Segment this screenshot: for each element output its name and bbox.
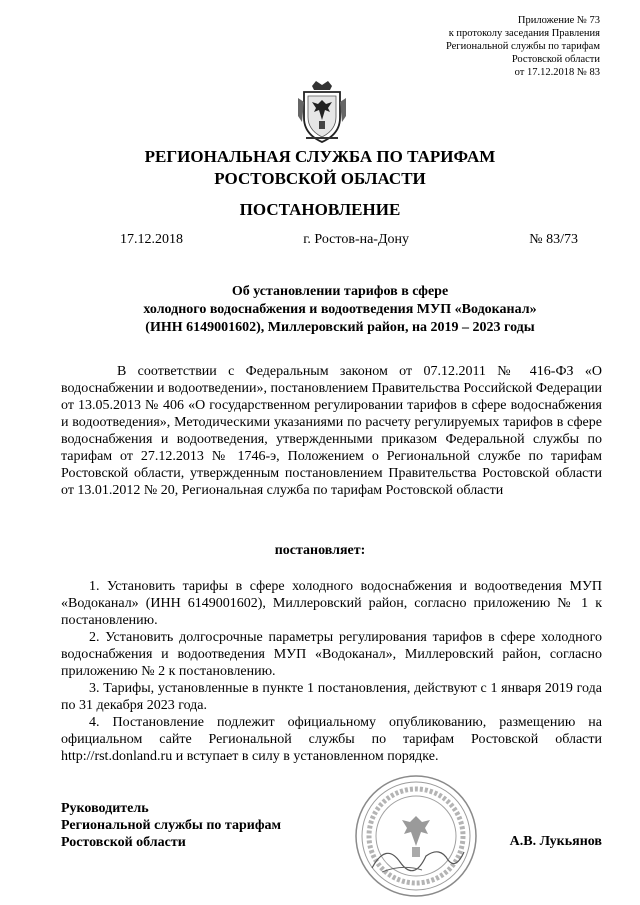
resolution-item: 4. Постановление подлежит официальному опубликованию, размещению на официальном сайте Региональной службы по тарифам Ростовской области http://rst.donland.ru и вступает в силу в установленном порядке. (61, 715, 602, 764)
appendix-line: к протоколу заседания Правления (448, 28, 600, 39)
resolution-items (61, 578, 602, 765)
document-meta (120, 232, 578, 248)
coat-of-arms-icon (296, 80, 348, 144)
signer-position (61, 800, 281, 851)
official-seal-icon (352, 772, 480, 900)
subject-line: Об установлении тарифов в сфере (231, 284, 449, 299)
decree-word: постановляет: (274, 543, 366, 558)
appendix-note (446, 14, 600, 79)
signer-position-line: Региональной службы по тарифам (61, 818, 282, 833)
subject-line: холодного водоснабжения и водоотведения МУП «Водоканал» (143, 302, 537, 317)
organization-title-line: РОСТОВСКОЙ ОБЛАСТИ (214, 169, 426, 188)
organization-title-line: РЕГИОНАЛЬНАЯ СЛУЖБА ПО ТАРИФАМ (144, 147, 496, 166)
resolution-item: 3. Тарифы, установленные в пункте 1 постановления, действуют с 1 января 2019 года по 31 декабря 2023 года. (61, 681, 602, 713)
resolution-item: 2. Установить долгосрочные параметры регулирования тарифов в сфере холодного водоснабжения и водоотведения МУП «Водоканал», Миллеровский район, согласно приложению № 2 к постановлению. (61, 630, 602, 679)
signer-position-line: Ростовской области (61, 835, 186, 850)
resolution-item: 1. Установить тарифы в сфере холодного водоснабжения и водоотведения МУП «Водоканал» (ИНН 6149001602), Миллеровский район, согласно приложению № 1 к постановлению. (61, 579, 602, 628)
subject-line: (ИНН 6149001602), Миллеровский район, на 2019 – 2023 годы (145, 320, 535, 335)
appendix-line: Ростовской области (511, 54, 600, 65)
document-type: ПОСТАНОВЛЕНИЕ (239, 200, 401, 219)
signer-position-line: Руководитель (61, 801, 149, 816)
appendix-line: Региональной службы по тарифам (445, 41, 600, 52)
preamble-paragraph: В соответствии с Федеральным законом от 07.12.2011 № 416-ФЗ «О водоснабжении и водоотведении», постановлением Правительства Российской Федерации от 13.05.2013 № 406 «О государственном регулировании тарифов в сфере водоснабжения и водоотведения», Методическими указаниями по расчету регулируемых тарифов в сфере водоснабжения и водоотведения, утвержденными приказом Федеральной службы по тарифам от 27.12.2013 № 1746-э, Положением о Региональной службе по тарифам Ростовской области, утвержденным постановлением Правительства Ростовской области от 13.01.2012 № 20, Региональная служба по тарифам Ростовской области (61, 364, 602, 498)
appendix-line: Приложение № 73 (517, 15, 600, 26)
organization-title (0, 146, 640, 190)
document-subject (40, 283, 640, 337)
document-place: г. Ростов-на-Дону (303, 232, 410, 247)
appendix-line: от 17.12.2018 № 83 (514, 67, 600, 78)
document-date: 17.12.2018 (120, 232, 183, 247)
signer-name: А.В. Лукьянов (509, 834, 602, 849)
document-number: № 83/73 (529, 232, 578, 247)
